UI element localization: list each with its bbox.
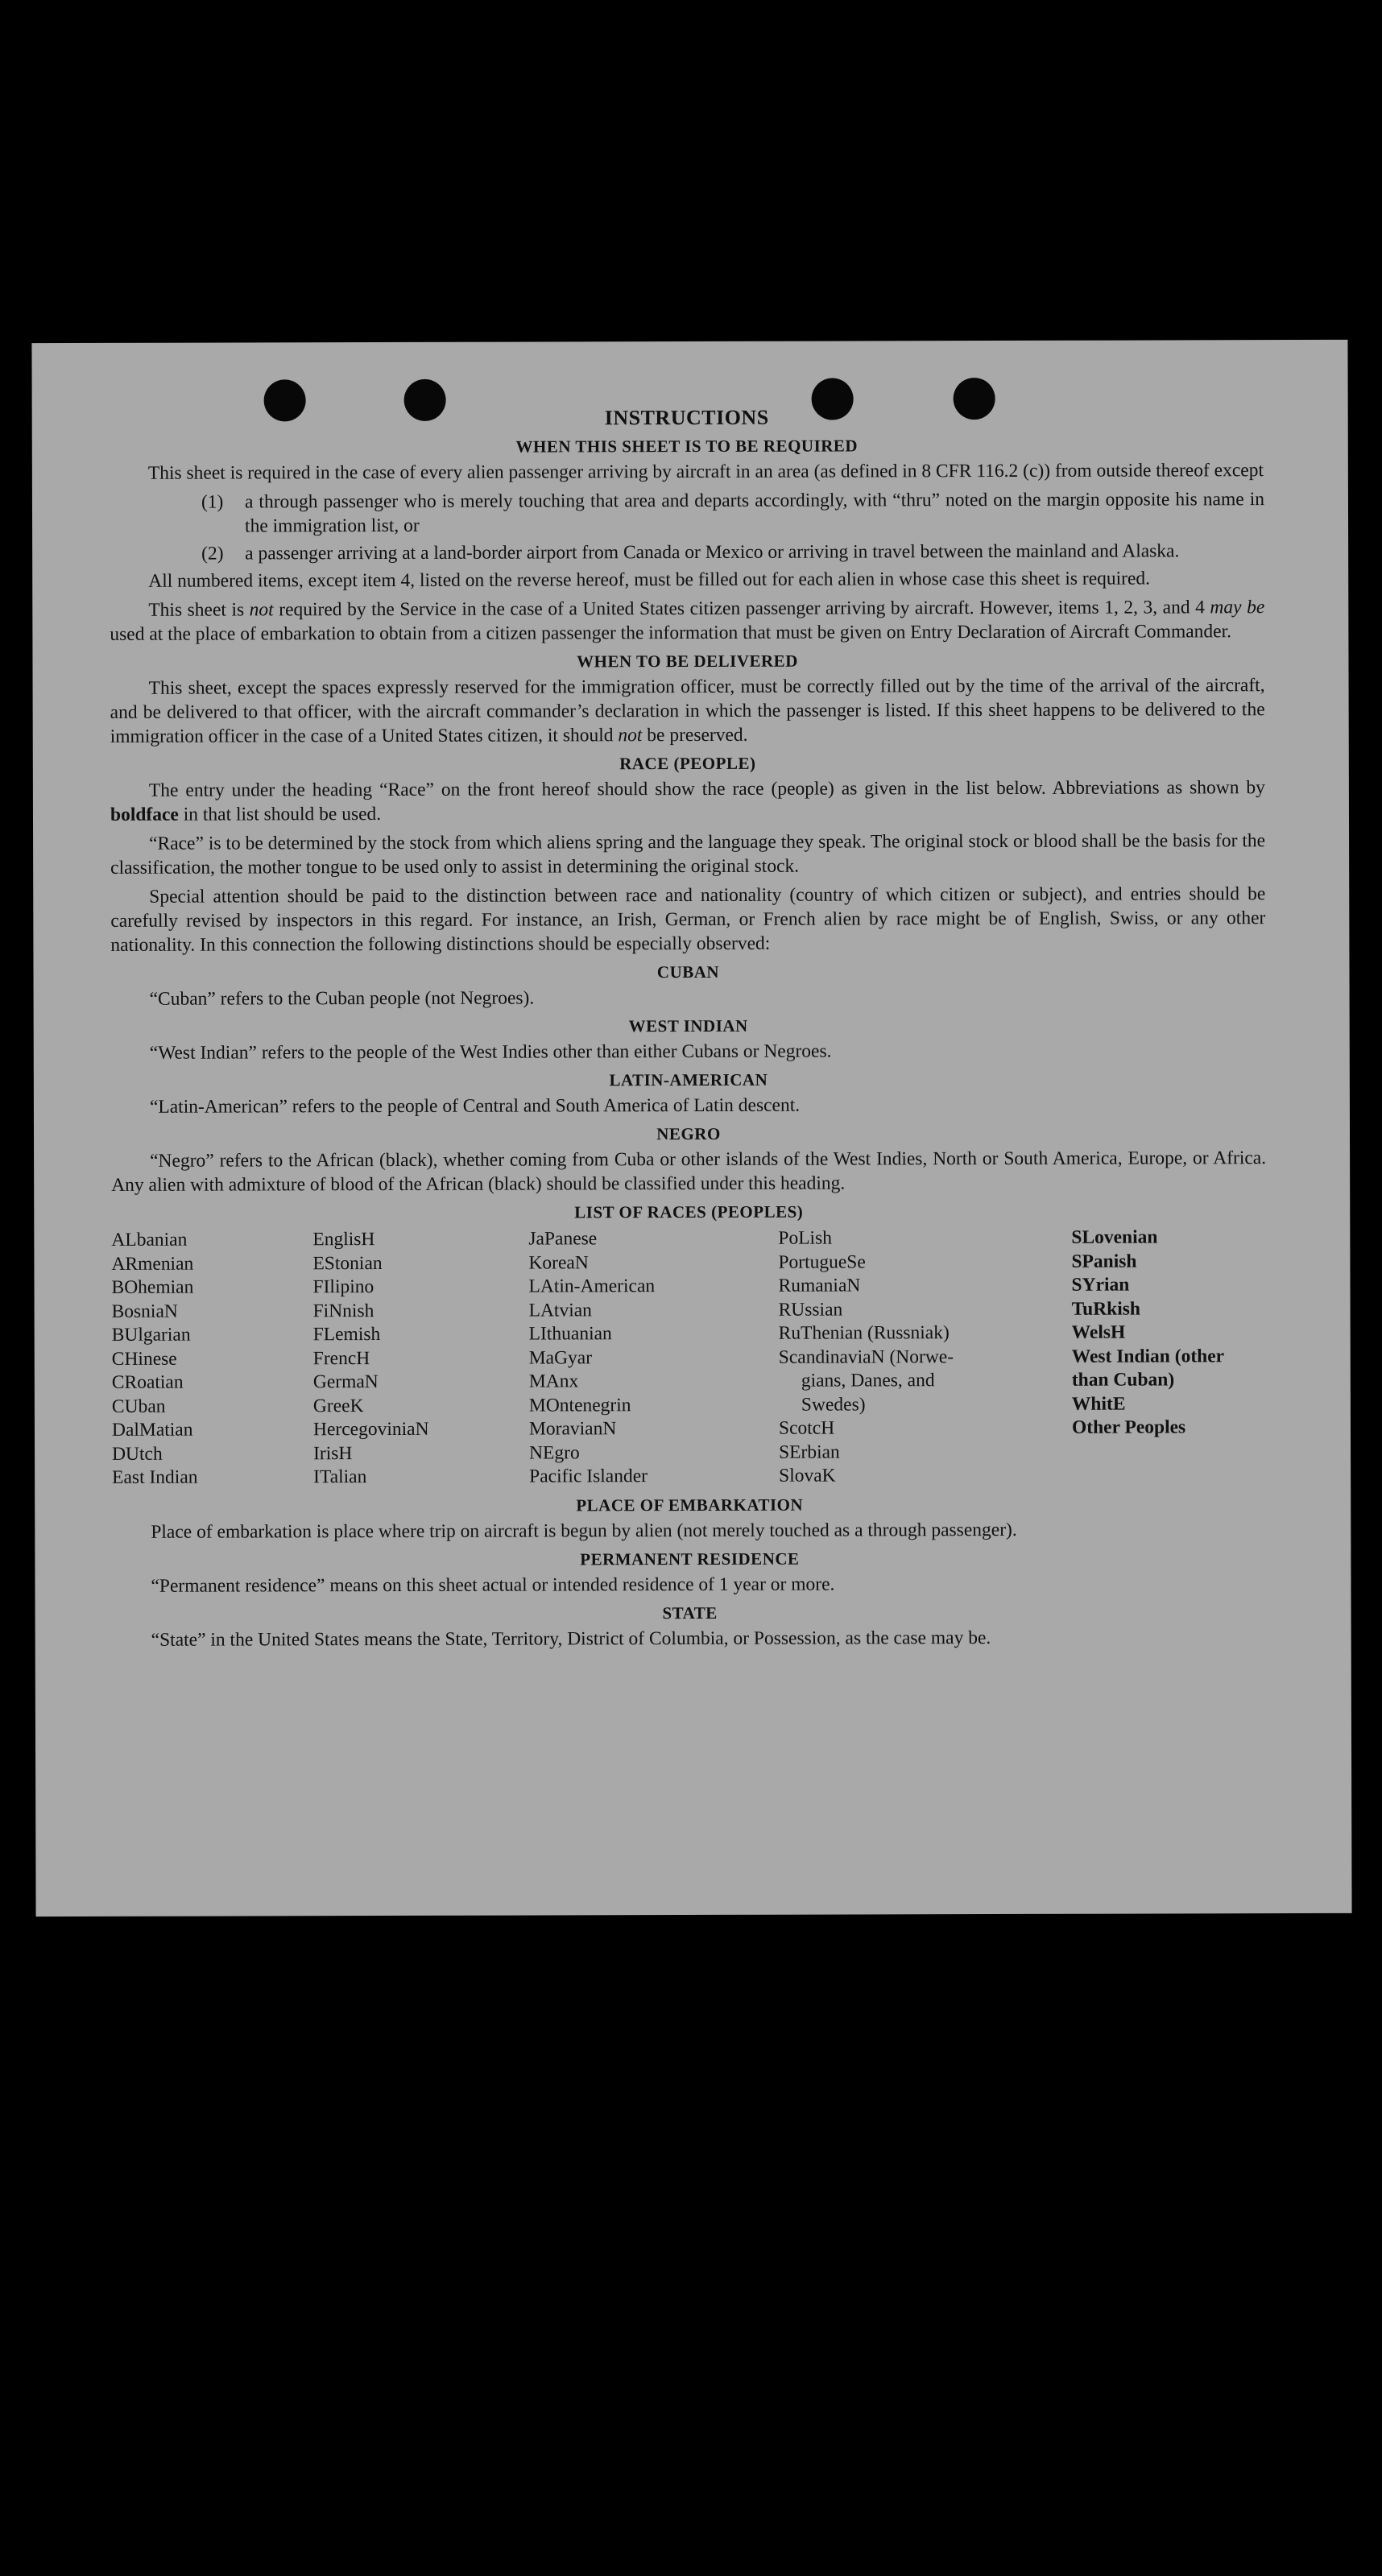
italic-run: not (249, 599, 274, 621)
race-entry: SLovenian (1071, 1226, 1158, 1248)
page-title: INSTRUCTIONS (604, 405, 769, 430)
race-entry: LAtvian (528, 1299, 592, 1321)
race-entry: Other Peoples (1071, 1416, 1186, 1438)
races-column-3 (528, 1227, 779, 1489)
text-run: required by the Service in the case of a United States citizen passenger arriving by aircraft. However, items 1, 2, 3, and 4 (273, 597, 1210, 621)
race-entry: CRoatian (111, 1371, 184, 1393)
race-entry: ScotcH (778, 1417, 835, 1439)
race-entry: CHinese (111, 1348, 177, 1370)
exception-item-2 (201, 539, 1264, 565)
punch-hole (954, 378, 995, 420)
section-heading-negro: NEGRO (656, 1123, 721, 1144)
text-run: be preserved. (642, 724, 748, 746)
race-entry: ITalian (313, 1466, 367, 1488)
race-entry: than Cuban) (1071, 1369, 1175, 1391)
race-entry: JaPanese (528, 1228, 598, 1250)
race-entry: EStonian (312, 1252, 383, 1274)
race-entry: MoravianN (528, 1418, 617, 1440)
text-run: This sheet, except the spaces expressly reserved for the immigration officer, must be correctly filled out by the time of the arrival of the aircraft, and be delivered to that officer, with the aircraft commander’s declaration in which the passenger is listed. If this sheet happens to be delivered to the immigration officer in the case of a United States citizen, it should (110, 675, 1265, 747)
text-run: The entry under the heading “Race” on the front hereof should show the race (people) as given in the list below. Abbreviations as shown by (148, 777, 1265, 801)
race-entry: ScandinaviaN (Norwe- (778, 1346, 954, 1368)
italic-run: may be (1210, 597, 1265, 618)
when-delivered-paragraph (110, 673, 1265, 749)
race-entry: MaGyar (528, 1346, 593, 1369)
race-entry: RumaniaN (778, 1275, 861, 1296)
race-entry: PortugueSe (778, 1251, 866, 1273)
race-entry: FiNnish (312, 1300, 374, 1321)
race-entry: FLemish (312, 1324, 381, 1346)
section-heading-when-delivered: WHEN TO BE DELIVERED (577, 651, 798, 672)
races-column-1 (111, 1228, 313, 1490)
races-column-5 (1071, 1226, 1281, 1487)
race-entry: RUssian (778, 1299, 843, 1321)
latin-american-paragraph: “Latin-American” refers to the people of Central and South America of Latin descent. (149, 1094, 801, 1118)
text-run: in that list should be used. (178, 804, 382, 825)
race-entry: FrencH (312, 1347, 370, 1369)
race-entry: SErbian (779, 1441, 840, 1463)
item-number: (2) (201, 543, 224, 564)
race-entry: GermaN (312, 1371, 379, 1393)
race-entry: gians, Danes, and (801, 1370, 935, 1391)
citizen-paragraph (110, 595, 1264, 647)
race-entry: BOhemian (111, 1276, 194, 1298)
race-entry: TuRkish (1071, 1298, 1140, 1320)
race-entry: EnglisH (312, 1229, 375, 1251)
punch-hole (812, 378, 854, 420)
races-column-4 (778, 1226, 1072, 1488)
race-entry: ARmenian (111, 1253, 194, 1275)
negro-paragraph: “Negro” refers to the African (black), whether coming from Cuba or other islands of the West Indies, North or South America, Europe, or Africa. Any alien with admixture of blood of the African (black) should be classified under this heading. (111, 1147, 1267, 1196)
section-heading-cuban: CUBAN (656, 961, 720, 982)
section-heading-latin-american: LATIN-AMERICAN (609, 1069, 768, 1090)
race-entry: CUban (111, 1396, 166, 1417)
item-text: a through passenger who is merely touching that area and departs accordingly, with “thru” noted on the margin opposite his name in the immigration list, or (244, 489, 1264, 537)
punch-hole (264, 379, 306, 421)
race-entry: HercegoviniaN (312, 1418, 429, 1441)
exception-item-1 (201, 487, 1264, 538)
bold-run: boldface (110, 804, 179, 825)
race-entry: West Indian (other (1071, 1345, 1225, 1367)
embarkation-paragraph: Place of embarkation is place where trip on aircraft is begun by alien (not merely touched as a through passenger). (151, 1519, 1017, 1543)
cuban-paragraph: “Cuban” refers to the Cuban people (not Negroes). (149, 987, 535, 1010)
race-entry: WelsH (1071, 1321, 1126, 1343)
race-entry: DalMatian (111, 1419, 193, 1441)
race-paragraph-1 (110, 775, 1265, 827)
section-heading-race: RACE (PEOPLE) (619, 753, 756, 774)
section-heading-residence: PERMANENT RESIDENCE (580, 1548, 800, 1569)
numbered-items-paragraph: All numbered items, except item 4, listed on the reverse hereof, must be filled out for each alien in whose case this sheet is required. (148, 568, 1151, 592)
when-required-intro: This sheet is required in the case of every alien passenger arriving by aircraft in an area (as defined in 8 CFR 116.2 (c)) from outside thereof except (147, 460, 1264, 484)
west-indian-paragraph: “West Indian” refers to the people of the West Indies other than either Cubans or Negroes. (149, 1040, 832, 1064)
document-page (31, 340, 1351, 1916)
text-run: This sheet is (148, 599, 250, 621)
section-heading-list-of-races: LIST OF RACES (PEOPLES) (574, 1201, 804, 1222)
race-entry: DUtch (112, 1443, 163, 1465)
section-heading-when-required: WHEN THIS SHEET IS TO BE REQUIRED (515, 436, 859, 457)
race-entry: NEgro (529, 1441, 580, 1464)
race-entry: PoLish (778, 1227, 833, 1249)
race-entry: BosniaN (111, 1300, 178, 1322)
race-entry: MOntenegrin (528, 1394, 631, 1416)
race-entry: RuThenian (Russniak) (778, 1322, 950, 1344)
race-entry: ALbanian (111, 1229, 188, 1251)
race-entry: SlovaK (779, 1465, 836, 1486)
race-entry: SPanish (1071, 1251, 1137, 1272)
race-paragraph-2: “Race” is to be determined by the stock from which aliens spring and the language they speak. The original stock or blood shall be the basis for the classification, the mother tongue to be used only to assist in determining the original stock. (110, 830, 1266, 879)
race-paragraph-3: Special attention should be paid to the distinction between race and nationality (country of which citizen or subject), and entries should be carefully revised by inspectors in this regard. For instance, an Irish, German, or French alien by race might be of English, Swiss, or any other nationality. In this connection the following distinctions should be especially observed: (110, 883, 1266, 956)
races-list (111, 1226, 1267, 1490)
races-column-2 (312, 1228, 529, 1490)
race-entry: LIthuanian (528, 1323, 612, 1345)
race-entry: LAtin-American (528, 1276, 656, 1297)
italic-run: not (618, 725, 643, 746)
punch-hole (404, 379, 446, 421)
state-paragraph: “State” in the United States means the State, Territory, District of Columbia, or Possession, as the case may be. (151, 1627, 991, 1651)
race-entry: IrisH (313, 1442, 353, 1464)
race-entry: BUlgarian (111, 1324, 191, 1346)
residence-paragraph: “Permanent residence” means on this sheet actual or intended residence of 1 year or more. (151, 1573, 835, 1597)
race-entry: WhitE (1071, 1393, 1126, 1415)
section-heading-west-indian: WEST INDIAN (628, 1015, 748, 1036)
race-entry: Pacific Islander (529, 1466, 648, 1487)
item-number: (1) (201, 491, 224, 513)
race-entry: GreeK (312, 1395, 364, 1416)
race-entry: KoreaN (528, 1251, 589, 1274)
section-heading-state: STATE (662, 1602, 718, 1623)
race-entry: Swedes) (801, 1393, 866, 1416)
item-text: a passenger arriving at a land-border airport from Canada or Mexico or arriving in travel between the mainland and Alaska. (245, 540, 1180, 564)
section-heading-embarkation: PLACE OF EMBARKATION (576, 1495, 804, 1515)
race-entry: East Indian (112, 1466, 198, 1488)
text-run: used at the place of embarkation to obtain from a citizen passenger the information that must be given on Entry Declaration of Aircraft Commander. (110, 621, 1232, 645)
race-entry: MAnx (528, 1371, 579, 1392)
race-entry: FIlipino (312, 1276, 374, 1298)
race-entry: SYrian (1071, 1274, 1130, 1296)
